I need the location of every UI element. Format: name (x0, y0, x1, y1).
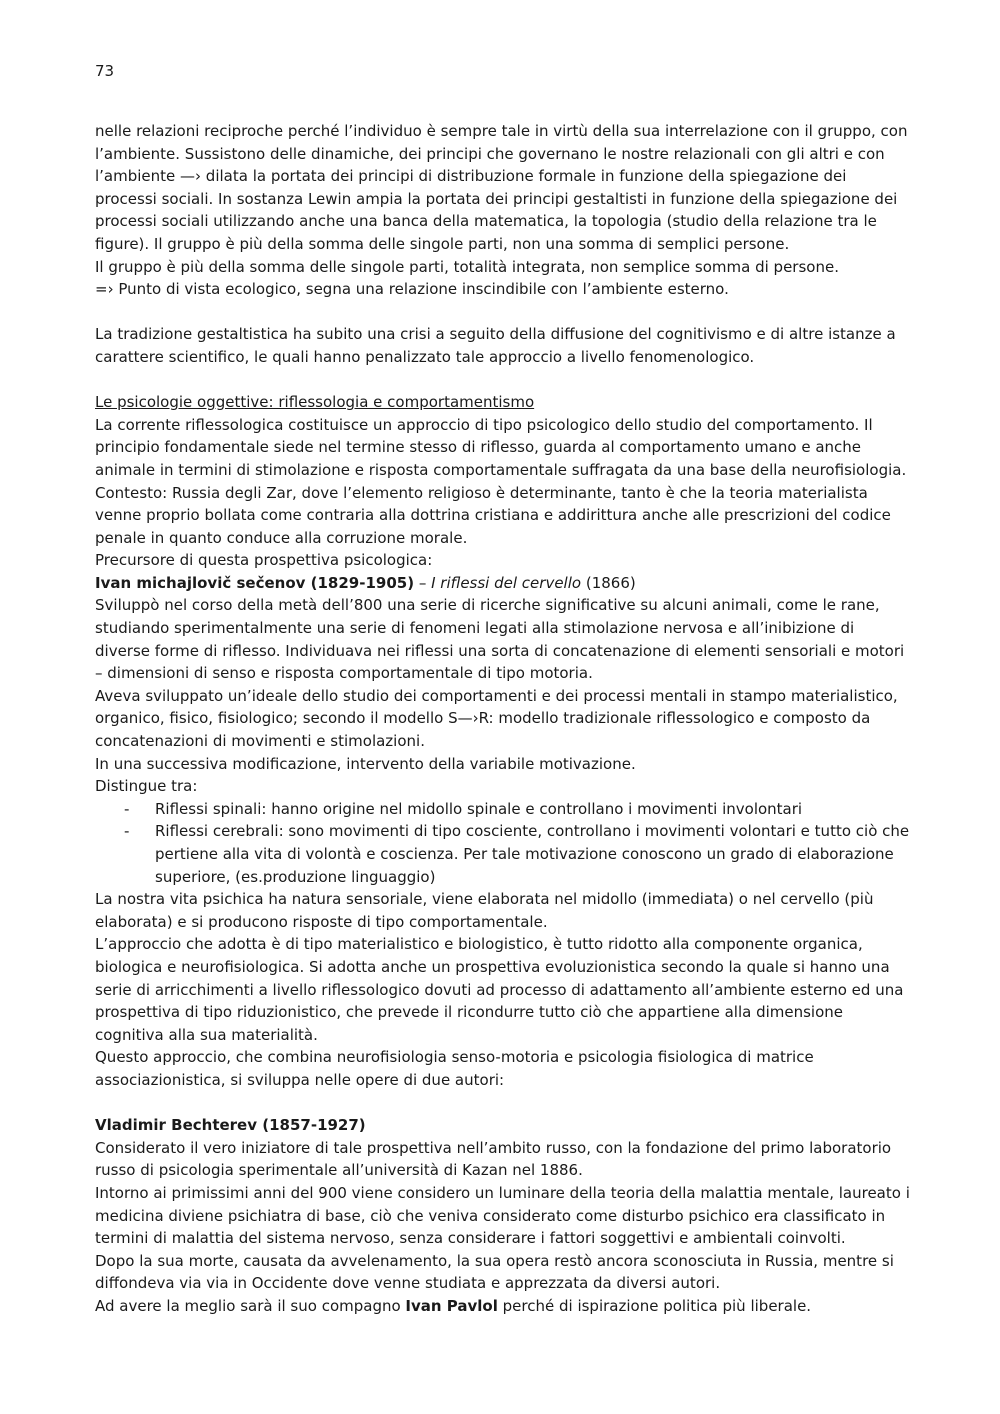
paragraph-initiator: Considerato il vero iniziatore di tale prospettiva nell’ambito russo, con la fondazione del primo laboratorio russo di psicologia sperimentale all’università di Kazan nel 1886. (95, 1138, 892, 1180)
list-item (124, 820, 910, 888)
paragraph-luminary: Intorno ai primissimi anni del 900 viene considero un luminare della teoria della malattia mentale, laureato i medicina diviene psichiatra di base, ciò che veniva considerato come disturbo psichico era classificato in termini di malattia del sistema nervoso, senza considerare i fattori soggettivi e ambientali coinvolti. (95, 1183, 910, 1248)
page-number: 73 (95, 62, 115, 80)
blank-line (95, 301, 910, 324)
section-heading: Le psicologie oggettive: riflessologia e comportamentismo (95, 393, 535, 412)
paragraph-group-totality: Il gruppo è più della somma delle singole parti, totalità integrata, non semplice somma di persone. (95, 257, 839, 276)
paragraph-two-authors: Questo approccio, che combina neurofisiologia senso-motoria e psicologia fisiologica di matrice associazionistica, si sviluppa nelle opere di due autori: (95, 1048, 814, 1089)
paragraph-context: Contesto: Russia degli Zar, dove l’elemento religioso è determinante, tanto è che la teoria materialista venne proprio bollata come contraria alla dottrina cristiana e addirittura anche alle prescrizioni del codice penale in quanto conduce alla corruzione morale. (95, 483, 891, 547)
reflex-list (95, 798, 910, 888)
paragraph-precursor: Precursore di questa prospettiva psicologica: (95, 551, 433, 570)
paragraph-reflexology: La corrente riflessologica costituisce un approccio di tipo psicologico dello studio del comportamento. Il principio fondamentale siede nel termine stesso di riflesso, guarda al comportamento umano e anche animale in termini di stimolazione e risposta comportamentale suffragata da una base della neurofisiologia. (95, 415, 907, 479)
list-dash: - (124, 822, 130, 841)
paragraph-psychic-life: La nostra vita psichica ha natura sensoriale, viene elaborata nel midollo (immediata) o nel cervello (più elaborata) e si producono risposte di tipo comportamentale. (95, 890, 874, 931)
bechterev-heading: Vladimir Bechterev (1857-1927) (95, 1116, 366, 1135)
sechenov-name: Ivan michajlovič sečenov (1829-1905) (95, 573, 415, 592)
sechenov-year: (1866) (581, 573, 636, 592)
paragraph-ecological-view: =› Punto di vista ecologico, segna una relazione inscindibile con l’ambiente esterno. (95, 280, 729, 299)
list-item-text: Riflessi spinali: hanno origine nel midollo spinale e controllano i movimenti involontari (155, 799, 803, 818)
list-item-text: Riflessi cerebrali: sono movimenti di tipo cosciente, controllano i movimenti volontari e tutto ciò che pertiene alla vita di volontà e coscienza. Per tale motivazione conoscono un grado di elaborazione superiore, (es.produzione linguaggio) (155, 822, 910, 886)
paragraph-gestalt-crisis: La tradizione gestaltistica ha subito una crisi a seguito della diffusione del cognitivismo e di altre istanze a carattere scientifico, le quali hanno penalizzato tale approccio a livello fenomenologico. (95, 325, 896, 366)
blank-line (95, 1092, 910, 1115)
sechenov-work-title: I riflessi del cervello (431, 573, 582, 592)
paragraph-death: Dopo la sua morte, causata da avvelenamento, la sua opera restò ancora sconosciuta in Russia, mentre si diffondeva via via in Occidente dove venne studiata e apprezzata da diversi autori. (95, 1251, 894, 1293)
paragraph-model: Aveva sviluppato un’ideale dello studio dei comportamenti e dei processi mentali in stampo materialistico, organico, fisico, fisiologico; secondo il modello S—›R: modello tradizionale riflessologico e composto da concatenazioni di movimenti e stimolazioni. (95, 686, 898, 751)
paragraph-approach: L’approccio che adotta è di tipo materialistico e biologistico, è tutto ridotto alla componente organica, biologica e neurofisiologica. Si adotta anche un prospettiva evoluzionistica secondo la quale si hanno una serie di arricchimenti a livello riflessologico dovuti ad processo di adattamento all’ambiente esterno ed una prospettiva di tipo riduzionistico, che prevede il ricondurre tutto ciò che appartiene alla dimensione cognitiva alla sua materialità. (95, 935, 904, 1044)
paragraph-lewin: nelle relazioni reciproche perché l’individuo è sempre tale in virtù della sua interrelazione con il gruppo, con l’ambiente. Sussistono delle dinamiche, dei principi che governano le nostre relazionali con gli altri e con l’ambiente —› dilata la portata dei principi di distribuzione formale in funzione della spiegazione dei processi sociali. In sostanza Lewin ampia la portata dei principi gestaltisti in funzione della spiegazione dei processi sociali utilizzando anche una banca della matematica, la topologia (studio della relazione tra le figure). Il gruppo è più della somma delle singole parti, non una somma di semplici persone. (95, 122, 908, 253)
paragraph-modification: In una successiva modificazione, intervento della variabile motivazione. (95, 754, 636, 773)
pavlov-name: Ivan Pavlol (405, 1296, 498, 1315)
sechenov-heading (95, 572, 910, 595)
paragraph-research: Sviluppò nel corso della metà dell’800 una serie di ricerche significative su alcuni animali, come le rane, studiando sperimentalmente una serie di fenomeni legati alla stimolazione nervosa e all’inibizione di diverse forme di riflesso. Individuava nei riflessi una sorta di concatenazione di elementi sensoriali e motori – dimensioni di senso e risposta comportamentale di tipo motoria. (95, 596, 905, 683)
paragraph-pavlov (95, 1295, 910, 1318)
list-dash: - (124, 799, 130, 818)
document-body (95, 120, 910, 1317)
paragraph-distinguishes: Distingue tra: (95, 777, 198, 796)
blank-line (95, 369, 910, 392)
pavlov-text-after: perché di ispirazione politica più liberale. (497, 1296, 812, 1315)
pavlov-text-before: Ad avere la meglio sarà il suo compagno (95, 1296, 406, 1315)
list-item (124, 798, 910, 821)
sechenov-dash: – (414, 573, 432, 592)
